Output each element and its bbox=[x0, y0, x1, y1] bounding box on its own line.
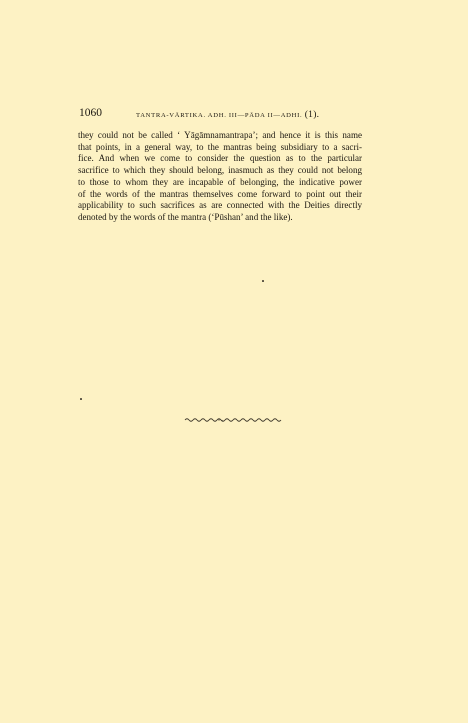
body-line: sacrifice to which they should belong, inasmuch as they could not belong bbox=[78, 165, 362, 176]
body-line: to those to whom they are incapable of belonging, the indicative power bbox=[78, 176, 362, 187]
header-title bbox=[136, 110, 319, 120]
page-number: 1060 bbox=[79, 107, 102, 119]
header-title-text: TANTRA-VĀRTIKA. ADH. III—PĀDA II—ADHI. bbox=[136, 112, 303, 119]
body-line: applicability to such sacrifices as are connected with the Deities directly bbox=[78, 200, 362, 211]
running-head bbox=[79, 107, 369, 123]
speck-mark bbox=[80, 398, 82, 400]
header-section: (1). bbox=[304, 110, 320, 120]
body-line: that points, in a general way, to the mantras being subsidiary to a sacri- bbox=[78, 141, 362, 152]
speck-mark bbox=[262, 280, 264, 282]
body-line: fice. And when we come to consider the question as to the particular bbox=[78, 153, 362, 164]
body-paragraph bbox=[78, 130, 362, 224]
body-line: they could not be called ‘ Yāgāmnamantrapa’; and hence it is this name bbox=[78, 130, 362, 140]
ornamental-rule bbox=[184, 416, 284, 426]
body-line: denoted by the words of the mantra (‘Pūshan’ and the like). bbox=[78, 211, 293, 222]
body-line: of the words of the mantras themselves come forward to point out their bbox=[78, 188, 362, 199]
